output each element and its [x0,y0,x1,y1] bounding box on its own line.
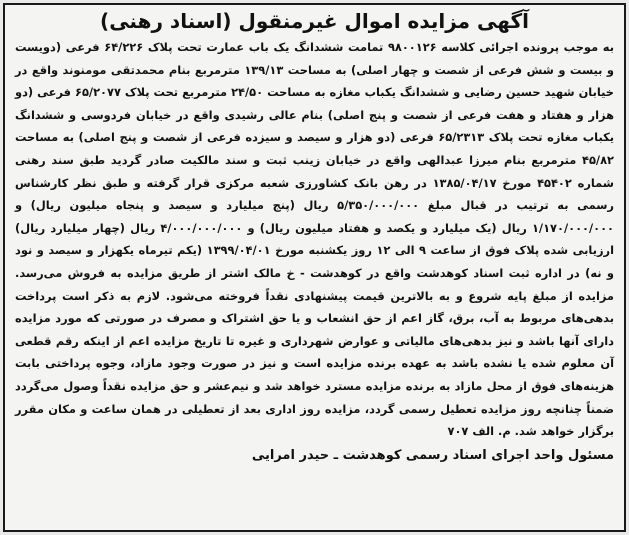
notice-body: به موجب پرونده اجرائی کلاسه ۹۸۰۰۱۲۶ تمامت ششدانگ یک باب عمارت تحت پلاک ۶۴/۲۲۶ فرعی (دویست و بیست و شش فرعی از شصت و چهار اصلی) به مساحت ۱۳۹/۱۳ مترمربع بنام محمدتقی مومنوند واقع در خیابان شهید حسین رضایی و ششدانگ یکباب مغازه به مساحت ۲۴/۵۰ مترمربع تحت پلاک ۶۵/۲۰۷۷ فرعی (دو هزار و هفتاد و هفت فرعی از شصت و پنج اصلی) بنام عالی رشیدی واقع در خیابان فردوسی و ششدانگ یکباب مغازه تحت پلاک ۶۵/۲۳۱۳ فرعی (دو هزار و سیصد و سیزده فرعی از شصت و پنج اصلی) به مساحت ۴۵/۸۲ مترمربع بنام میرزا عبدالهی واقع در خیابان زینب ثبت و سند مالکیت صادر گردید طبق سند رهنی شماره ۴۵۴۰۲ مورخ ۱۳۸۵/۰۴/۱۷ در رهن بانک کشاورزی شعبه مرکزی قرار گرفته و طبق نظر کارشناس رسمی به ترتیب در قبال مبلغ ۵/۳۵۰/۰۰۰/۰۰۰ ریال (پنج میلیارد و سیصد و پنجاه میلیون ریال) و ۱/۱۷۰/۰۰۰/۰۰۰ ریال (یک میلیارد و یکصد و هفتاد میلیون ریال) و ۴/۰۰۰/۰۰۰/۰۰۰ ریال (چهار میلیارد ریال) ارزیابی شده پلاک فوق از ساعت ۹ الی ۱۲ روز یکشنبه مورخ ۱۳۹۹/۰۴/۰۱ (یکم تیرماه یکهزار و سیصد و نود و نه) در اداره ثبت اسناد کوهدشت واقع در کوهدشت - خ مالک اشتر از طریق مزایده به فروش می‌رسد. مزایده از مبلغ پایه شروع و به بالاترین قیمت پیشنهادی نقداً فروخته می‌شود. لازم به ذکر است پرداخت بدهی‌های مربوط به آب، برق، گاز اعم از حق انشعاب و یا حق اشتراک و مصرف در صورتی که مورد مزایده دارای آنها باشد و نیز بدهی‌های مالیاتی و عوارض شهرداری و غیره تا تاریخ مزایده اعم از اینکه رقم قطعی آن معلوم شده یا نشده باشد به عهده برنده مزایده است و نیز در صورت وجود مازاد، وجوه پرداختی بابت هزینه‌های فوق از محل مازاد به برنده مزایده مسترد خواهد شد و نیم‌عشر و حق مزایده نقداً وصول می‌گردد ضمناً چنانچه روز مزایده تعطیل رسمی گردد، مزایده روز اداری بعد از تعطیلی در همان ساعت و مکان مقرر برگزار خواهد شد. م. الف ۷۰۷ [15,40,615,439]
notice-signature: مسئول واحد اجرای اسناد رسمی کوهدشت ـ حیدر امرایی [251,447,614,463]
notice-title: آگهی مزایده اموال غیرمنقول (اسناد رهنی) [100,9,529,33]
notice-frame [3,3,626,532]
